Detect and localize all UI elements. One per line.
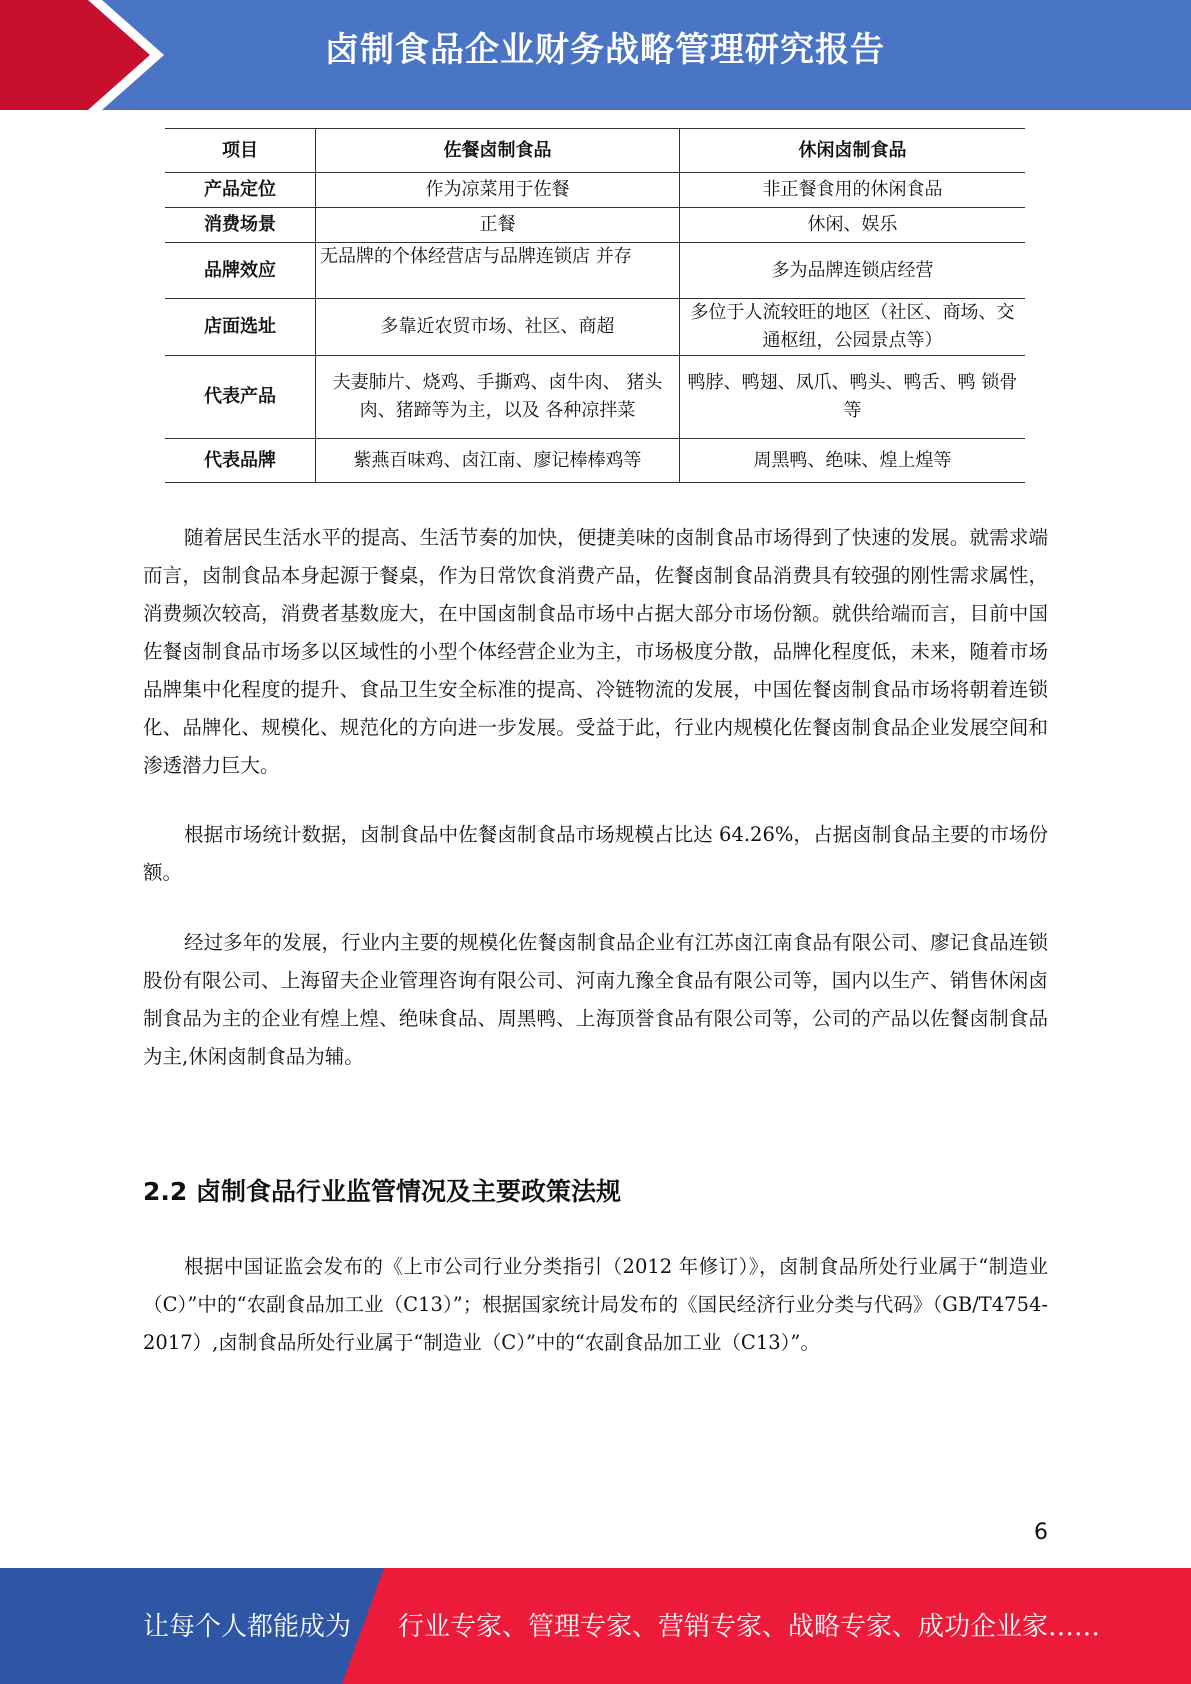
body-paragraph: 随着居民生活水平的提高、生活节奏的加快，便捷美味的卤制食品市场得到了快速的发展。就需求端而言，卤制食品本身起源于餐桌，作为日常饮食消费产品，佐餐卤制食品消费具有较强的刚性需求属性，消费频次较高，消费者基数庞大，在中国卤制食品市场中占据大部分市场份额。就供给端而言，目前中国佐餐卤制食品市场多以区域性的小型个体经营企业为主，市场极度分散，品牌化程度低，未来，随着市场品牌集中化程度的提升、食品卫生安全标准的提高、冷链物流的发展，中国佐餐卤制食品市场将朝着连锁化、品牌化、规模化、规范化的方向进一步发展。受益于此，行业内规模化佐餐卤制食品企业发展空间和渗透潜力巨大。 — [143, 526, 1048, 777]
row-label: 代表产品 — [165, 356, 316, 439]
row-label: 代表品牌 — [165, 439, 316, 483]
table-header-snack: 休闲卤制食品 — [680, 129, 1026, 173]
cell-snack: 多位于人流较旺的地区（社区、商场、交通枢纽，公园景点等） — [680, 299, 1026, 356]
comparison-table — [165, 128, 1025, 483]
cell-snack: 多为品牌连锁店经营 — [680, 243, 1026, 299]
cell-side-dish: 多靠近农贸市场、社区、商超 — [316, 299, 680, 356]
table-row — [165, 439, 1025, 483]
table-row — [165, 299, 1025, 356]
header-title: 卤制食品企业财务战略管理研究报告 — [325, 30, 885, 70]
cell-side-dish: 无品牌的个体经营店与品牌连锁店 并存 — [316, 243, 680, 299]
cell-side-dish: 夫妻肺片、烧鸡、手撕鸡、卤牛肉、 猪头肉、猪蹄等为主，以及 各种凉拌菜 — [316, 356, 680, 439]
footer-slogan-left: 让每个人都能成为 — [143, 1612, 352, 1642]
cell-side-dish: 正餐 — [316, 208, 680, 243]
cell-snack: 非正餐食用的休闲食品 — [680, 173, 1026, 208]
table-header-item: 项目 — [165, 129, 316, 173]
table-row — [165, 173, 1025, 208]
cell-side-dish: 紫燕百味鸡、卤江南、廖记棒棒鸡等 — [316, 439, 680, 483]
page-header — [0, 0, 1191, 110]
table-header-row — [165, 129, 1025, 173]
row-label: 产品定位 — [165, 173, 316, 208]
footer-slogan-right: 行业专家、管理专家、营销专家、战略专家、成功企业家…… — [398, 1612, 1101, 1642]
table-header-side-dish: 佐餐卤制食品 — [316, 129, 680, 173]
page-number: 6 — [1034, 1520, 1048, 1545]
table-row — [165, 243, 1025, 299]
row-label: 消费场景 — [165, 208, 316, 243]
page-footer — [0, 1568, 1191, 1684]
cell-side-dish: 作为凉菜用于佐餐 — [316, 173, 680, 208]
cell-snack: 周黑鸭、绝味、煌上煌等 — [680, 439, 1026, 483]
cell-snack: 鸭脖、鸭翅、凤爪、鸭头、鸭舌、鸭 锁骨等 — [680, 356, 1026, 439]
row-label: 店面选址 — [165, 299, 316, 356]
body-paragraph: 根据市场统计数据，卤制食品中佐餐卤制食品市场规模占比达 64.26%，占据卤制食品主要的市场份额。 — [143, 823, 1048, 884]
section-paragraph: 根据中国证监会发布的《上市公司行业分类指引（2012 年修订）》，卤制食品所处行业属于“制造业（C）”中的“农副食品加工业（C13）”；根据国家统计局发布的《国民经济行业分类与代码》（GB/T4754-2017）,卤制食品所处行业属于“制造业（C）”中的“农副食品加工业（C13）”。 — [143, 1255, 1048, 1354]
body-paragraph: 经过多年的发展，行业内主要的规模化佐餐卤制食品企业有江苏卤江南食品有限公司、廖记食品连锁股份有限公司、上海留夫企业管理咨询有限公司、河南九豫全食品有限公司等，国内以生产、销售休闲卤制食品为主的企业有煌上煌、绝味食品、周黑鸭、上海顶誉食品有限公司等，公司的产品以佐餐卤制食品为主,休闲卤制食品为辅。 — [143, 931, 1048, 1068]
table-row — [165, 356, 1025, 439]
section-heading: 2.2 卤制食品行业监管情况及主要政策法规 — [143, 1177, 621, 1206]
cell-snack: 休闲、娱乐 — [680, 208, 1026, 243]
row-label: 品牌效应 — [165, 243, 316, 299]
table-row — [165, 208, 1025, 243]
